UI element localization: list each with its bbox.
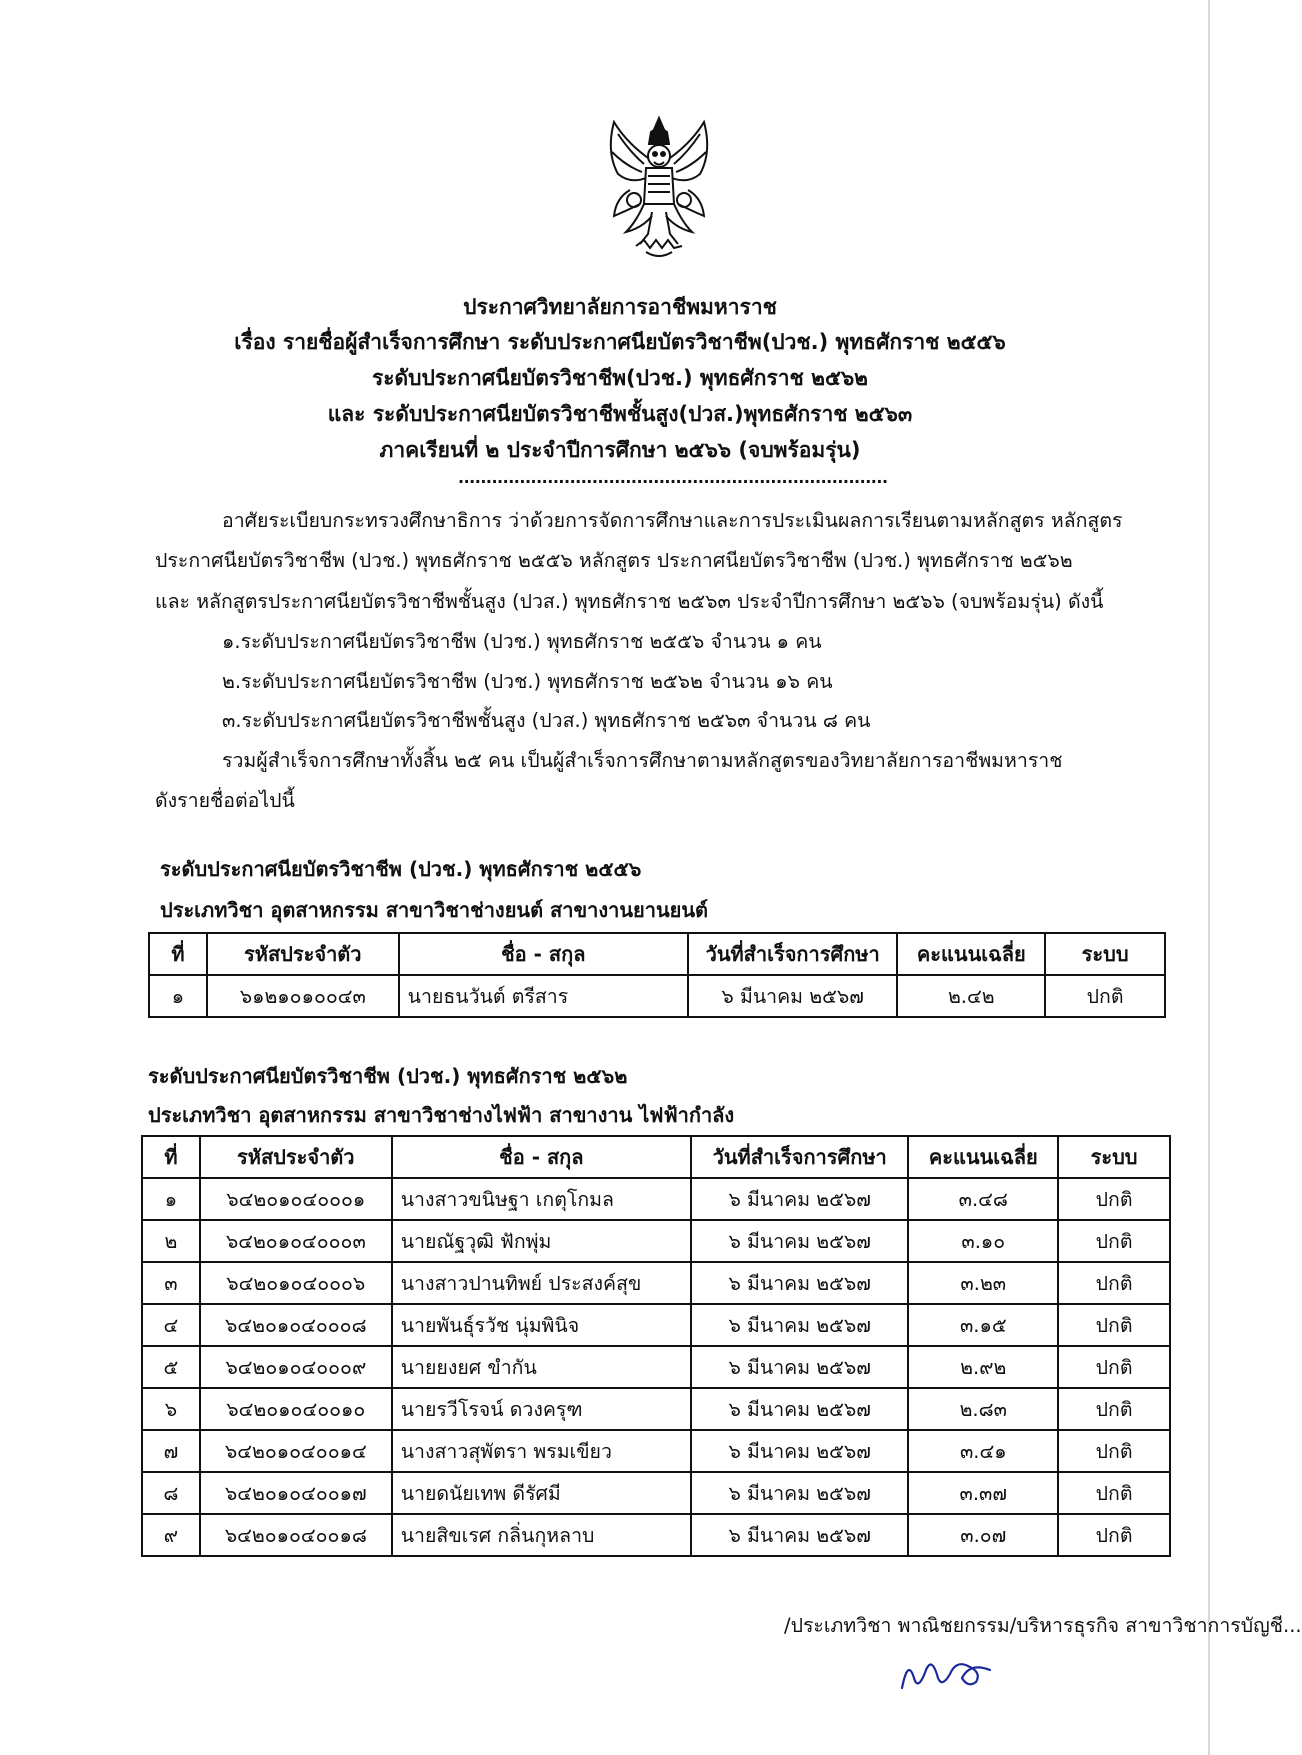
cell-index: ๑ bbox=[142, 1178, 200, 1220]
cell-graduation-date: ๖ มีนาคม ๒๕๖๗ bbox=[691, 1514, 908, 1556]
cell-index: ๔ bbox=[142, 1304, 200, 1346]
cell-student-id: ๖๔๒๐๑๐๔๐๐๑๔ bbox=[200, 1430, 392, 1472]
cell-graduation-date: ๖ มีนาคม ๒๕๖๗ bbox=[691, 1304, 908, 1346]
cell-full-name: นางสาวสุพัตรา พรมเขียว bbox=[392, 1430, 691, 1472]
announcement-subject-line-3: และ ระดับประกาศนียบัตรวิชาชีพชั้นสูง(ปวส.)พุทธศักราช ๒๕๖๓ bbox=[327, 402, 913, 426]
cell-graduation-date: ๖ มีนาคม ๒๕๖๗ bbox=[691, 1346, 908, 1388]
cell-graduation-date: ๖ มีนาคม ๒๕๖๗ bbox=[691, 1220, 908, 1262]
header-graduation-date: วันที่สำเร็จการศึกษา bbox=[688, 933, 898, 975]
cell-index: ๖ bbox=[142, 1388, 200, 1430]
cell-student-id: ๖๔๒๐๑๐๔๐๐๐๘ bbox=[200, 1304, 392, 1346]
cell-gpa: ๓.๓๗ bbox=[908, 1472, 1058, 1514]
cell-full-name: นายธนวันต์ ตรีสาร bbox=[399, 975, 688, 1017]
count-item-3: ๓.ระดับประกาศนียบัตรวิชาชีพชั้นสูง (ปวส.) พุทธศักราช ๒๕๖๓ จำนวน ๘ คน bbox=[222, 709, 871, 732]
cell-gpa: ๓.๔๑ bbox=[908, 1430, 1058, 1472]
garuda-emblem-icon bbox=[596, 112, 722, 262]
cell-gpa: ๒.๔๒ bbox=[897, 975, 1045, 1017]
continuation-note: /ประเภทวิชา พาณิชยกรรม/บริหารธุรกิจ สาขาวิชาการบัญชี... bbox=[784, 1614, 1302, 1637]
cell-full-name: นายยงยศ ขำกัน bbox=[392, 1346, 691, 1388]
cell-full-name: นางสาวปานทิพย์ ประสงค์สุข bbox=[392, 1262, 691, 1304]
announcement-semester: ภาคเรียนที่ ๒ ประจำปีการศึกษา ๒๕๖๖ (จบพร้อมรุ่น) bbox=[379, 438, 861, 462]
cell-gpa: ๓.๑๐ bbox=[908, 1220, 1058, 1262]
cell-system: ปกติ bbox=[1058, 1346, 1170, 1388]
cell-graduation-date: ๖ มีนาคม ๒๕๖๗ bbox=[691, 1472, 908, 1514]
cell-full-name: นายพันธุ์รวัช นุ่มพินิจ bbox=[392, 1304, 691, 1346]
table-row bbox=[142, 1346, 1170, 1388]
table-header-row bbox=[149, 933, 1165, 975]
cell-gpa: ๓.๑๕ bbox=[908, 1304, 1058, 1346]
table-row bbox=[142, 1262, 1170, 1304]
cell-full-name: นายณัฐวุฒิ ฟักพุ่ม bbox=[392, 1220, 691, 1262]
cell-index: ๑ bbox=[149, 975, 207, 1017]
cell-graduation-date: ๖ มีนาคม ๒๕๖๗ bbox=[691, 1262, 908, 1304]
cell-full-name: นายสิขเรศ กลิ่นกุหลาบ bbox=[392, 1514, 691, 1556]
cell-system: ปกติ bbox=[1045, 975, 1165, 1017]
header-full-name: ชื่อ - สกุล bbox=[392, 1136, 691, 1178]
cell-gpa: ๓.๐๗ bbox=[908, 1514, 1058, 1556]
cell-system: ปกติ bbox=[1058, 1472, 1170, 1514]
cell-gpa: ๒.๘๓ bbox=[908, 1388, 1058, 1430]
announcement-subject-line-2: ระดับประกาศนียบัตรวิชาชีพ(ปวช.) พุทธศักราช ๒๕๖๒ bbox=[371, 366, 869, 390]
cell-gpa: ๒.๙๒ bbox=[908, 1346, 1058, 1388]
section-1-level: ระดับประกาศนียบัตรวิชาชีพ (ปวช.) พุทธศักราช ๒๕๕๖ bbox=[160, 857, 642, 881]
cell-student-id: ๖๔๒๐๑๐๔๐๐๐๖ bbox=[200, 1262, 392, 1304]
header-index: ที่ bbox=[149, 933, 207, 975]
intro-paragraph-line-2: ประกาศนียบัตรวิชาชีพ (ปวช.) พุทธศักราช ๒๕๕๖ หลักสูตร ประกาศนียบัตรวิชาชีพ (ปวช.) พุทธศักราช ๒๕๖๒ bbox=[155, 549, 1073, 572]
summary-line-2: ดังรายชื่อต่อไปนี้ bbox=[155, 789, 295, 812]
dotted-divider: ............................................................................. bbox=[458, 468, 888, 487]
scan-edge-line bbox=[1208, 0, 1210, 1755]
cell-graduation-date: ๖ มีนาคม ๒๕๖๗ bbox=[691, 1430, 908, 1472]
cell-student-id: ๖๔๒๐๑๐๔๐๐๑๗ bbox=[200, 1472, 392, 1514]
cell-graduation-date: ๖ มีนาคม ๒๕๖๗ bbox=[688, 975, 898, 1017]
count-item-2: ๒.ระดับประกาศนียบัตรวิชาชีพ (ปวช.) พุทธศักราช ๒๕๖๒ จำนวน ๑๖ คน bbox=[222, 670, 833, 693]
cell-system: ปกติ bbox=[1058, 1304, 1170, 1346]
cell-system: ปกติ bbox=[1058, 1178, 1170, 1220]
cell-index: ๙ bbox=[142, 1514, 200, 1556]
header-system: ระบบ bbox=[1058, 1136, 1170, 1178]
cell-student-id: ๖๔๒๐๑๐๔๐๐๐๑ bbox=[200, 1178, 392, 1220]
table-header-row bbox=[142, 1136, 1170, 1178]
section-2-field: ประเภทวิชา อุตสาหกรรม สาขาวิชาช่างไฟฟ้า สาขางาน ไฟฟ้ากำลัง bbox=[148, 1103, 735, 1127]
cell-system: ปกติ bbox=[1058, 1514, 1170, 1556]
cell-graduation-date: ๖ มีนาคม ๒๕๖๗ bbox=[691, 1388, 908, 1430]
header-student-id: รหัสประจำตัว bbox=[207, 933, 399, 975]
cell-student-id: ๖๔๒๐๑๐๔๐๐๑๐ bbox=[200, 1388, 392, 1430]
header-student-id: รหัสประจำตัว bbox=[200, 1136, 392, 1178]
header-full-name: ชื่อ - สกุล bbox=[399, 933, 688, 975]
cell-gpa: ๓.๔๘ bbox=[908, 1178, 1058, 1220]
cell-full-name: นายดนัยเทพ ดีรัศมี bbox=[392, 1472, 691, 1514]
table-row bbox=[142, 1388, 1170, 1430]
intro-paragraph-line-3: และ หลักสูตรประกาศนียบัตรวิชาชีพชั้นสูง (ปวส.) พุทธศักราช ๒๕๖๓ ประจำปีการศึกษา ๒๕๖๖ (จบพร้อมรุ่น) ดังนี้ bbox=[155, 590, 1104, 613]
cell-student-id: ๖๔๒๐๑๐๔๐๐๑๘ bbox=[200, 1514, 392, 1556]
cell-system: ปกติ bbox=[1058, 1388, 1170, 1430]
cell-graduation-date: ๖ มีนาคม ๒๕๖๗ bbox=[691, 1178, 908, 1220]
cell-full-name: นายรวีโรจน์ ดวงครุฑ bbox=[392, 1388, 691, 1430]
graduates-table-section-1 bbox=[148, 932, 1166, 1018]
table-row bbox=[142, 1220, 1170, 1262]
intro-paragraph-line-1: อาศัยระเบียบกระทรวงศึกษาธิการ ว่าด้วยการจัดการศึกษาและการประเมินผลการเรียนตามหลักสูตร หลักสูตร bbox=[222, 509, 1123, 532]
cell-student-id: ๖๔๒๐๑๐๔๐๐๐๓ bbox=[200, 1220, 392, 1262]
section-2-level: ระดับประกาศนียบัตรวิชาชีพ (ปวช.) พุทธศักราช ๒๕๖๒ bbox=[148, 1064, 628, 1088]
cell-system: ปกติ bbox=[1058, 1430, 1170, 1472]
table-row bbox=[142, 1514, 1170, 1556]
cell-index: ๒ bbox=[142, 1220, 200, 1262]
announcement-title: ประกาศวิทยาลัยการอาชีพมหาราช bbox=[463, 295, 777, 319]
cell-full-name: นางสาวขนิษฐา เกตุโกมล bbox=[392, 1178, 691, 1220]
table-row bbox=[142, 1430, 1170, 1472]
cell-index: ๗ bbox=[142, 1430, 200, 1472]
table-row bbox=[149, 975, 1165, 1017]
cell-gpa: ๓.๒๓ bbox=[908, 1262, 1058, 1304]
cell-system: ปกติ bbox=[1058, 1220, 1170, 1262]
cell-index: ๕ bbox=[142, 1346, 200, 1388]
handwritten-signature-icon bbox=[898, 1648, 998, 1696]
table-row bbox=[142, 1304, 1170, 1346]
table-body bbox=[142, 1178, 1170, 1556]
header-gpa: คะแนนเฉลี่ย bbox=[908, 1136, 1058, 1178]
cell-index: ๘ bbox=[142, 1472, 200, 1514]
cell-student-id: ๖๑๒๑๐๑๐๐๔๓ bbox=[207, 975, 399, 1017]
header-gpa: คะแนนเฉลี่ย bbox=[897, 933, 1045, 975]
cell-system: ปกติ bbox=[1058, 1262, 1170, 1304]
graduates-table-section-2 bbox=[141, 1135, 1171, 1557]
table-row bbox=[142, 1472, 1170, 1514]
section-1-field: ประเภทวิชา อุตสาหกรรม สาขาวิชาช่างยนต์ สาขางานยานยนต์ bbox=[160, 898, 709, 922]
announcement-subject: เรื่อง รายชื่อผู้สำเร็จการศึกษา ระดับประกาศนียบัตรวิชาชีพ(ปวช.) พุทธศักราช ๒๕๕๖ bbox=[234, 330, 1006, 354]
summary-line-1: รวมผู้สำเร็จการศึกษาทั้งสิ้น ๒๕ คน เป็นผู้สำเร็จการศึกษาตามหลักสูตรของวิทยาลัยการอาชีพมหาราช bbox=[222, 749, 1063, 772]
count-item-1: ๑.ระดับประกาศนียบัตรวิชาชีพ (ปวช.) พุทธศักราช ๒๕๕๖ จำนวน ๑ คน bbox=[222, 630, 822, 653]
header-system: ระบบ bbox=[1045, 933, 1165, 975]
cell-student-id: ๖๔๒๐๑๐๔๐๐๐๙ bbox=[200, 1346, 392, 1388]
table-body bbox=[149, 975, 1165, 1017]
header-index: ที่ bbox=[142, 1136, 200, 1178]
table-row bbox=[142, 1178, 1170, 1220]
header-graduation-date: วันที่สำเร็จการศึกษา bbox=[691, 1136, 908, 1178]
cell-index: ๓ bbox=[142, 1262, 200, 1304]
